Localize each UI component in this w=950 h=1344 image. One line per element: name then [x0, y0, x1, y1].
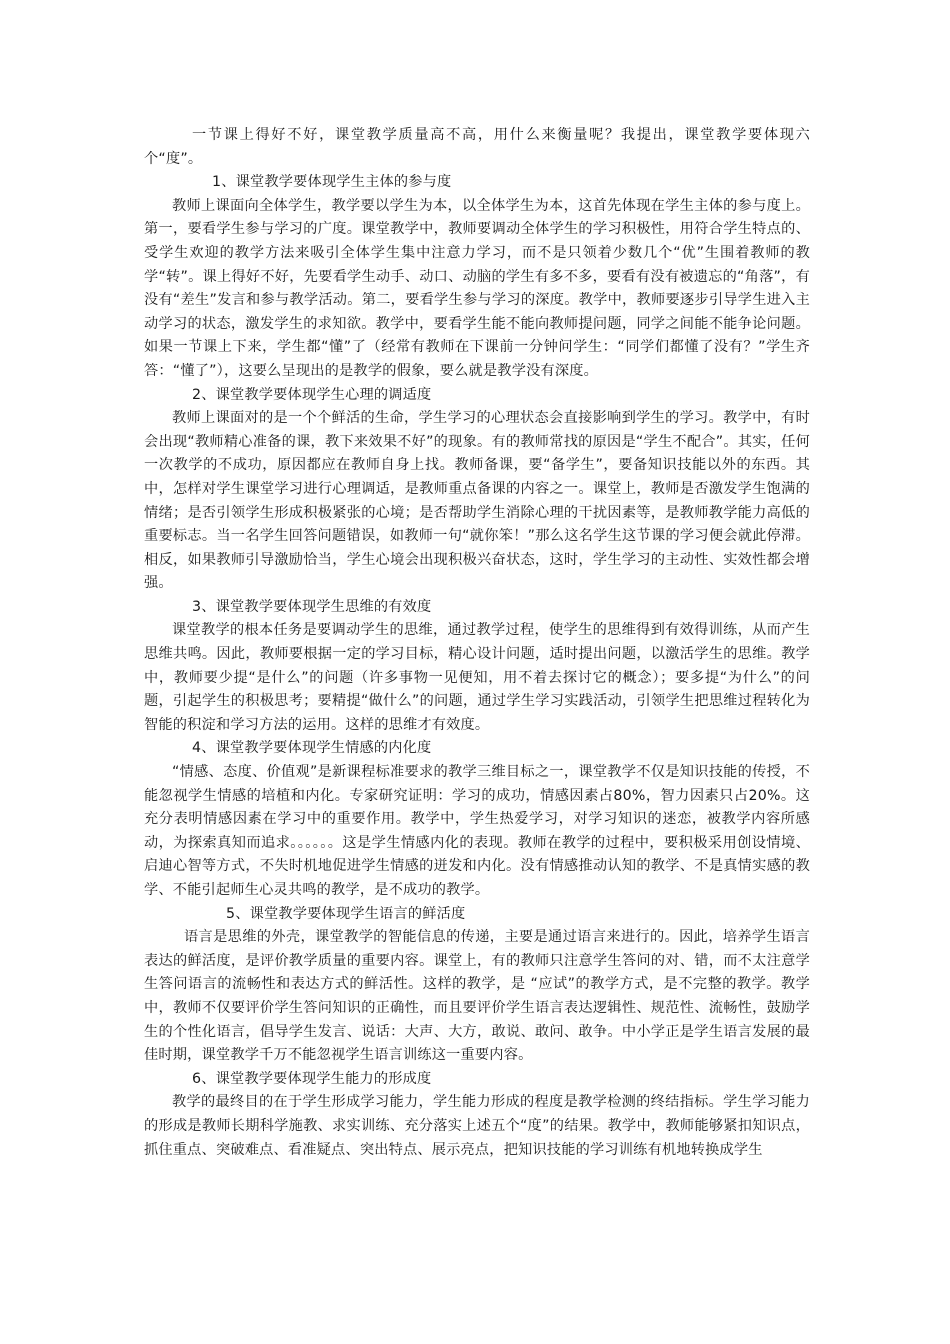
section-body-1: 教师上课面向全体学生，教学要以学生为本，以全体学生为本，这首先体现在学生主体的参与度上。第一，要看学生参与学习的广度。课堂教学中，教师要调动全体学生的学习积极性，用符合学生特点的、受学生欢迎的教学方法来吸引全体学生集中注意力学习，而不是只领着少数几个“优”生围着教师的教学“转”。课上得好不好，先要看学生动手、动口、动脑的学生有多不多，要看有没有被遗忘的“角落”，有没有“差生”发言和参与教学活动。第二，要看学生参与学习的深度。教学中，教师要逐步引导学生进入主动学习的状态，激发学生的求知欲。教学中，要看学生能不能向教师提问题，同学之间能不能争论问题。如果一节课上下来，学生都“懂”了（经常有教师在下课前一分钟问学生：“同学们都懂了没有？”学生齐答：“懂了”），这要么呈现出的是教学的假象，要么就是教学没有深度。	[144, 197, 810, 379]
section-heading-3: 3、课堂教学要体现学生思维的有效度	[192, 598, 432, 615]
section-body-5: 语言是思维的外壳，课堂教学的智能信息的传递，主要是通过语言来进行的。因此，培养学生语言表达的鲜活度，是评价教学质量的重要内容。课堂上，有的教师只注意学生答问的对、错，而不太注意学生答问语言的流畅性和表达方式的鲜活性。这样的教学，是 “应试”的教学方式，是不完整的教学。教学中，教师不仅要评价学生答问知识的正确性，而且要评价学生语言表达逻辑性、规范性、流畅性，鼓励学生的个性化语言，倡导学生发言、说话：大声、大方，敢说、敢问、敢争。中小学正是学生语言发展的最佳时期，课堂教学千万不能忽视学生语言训练这一重要内容。	[144, 929, 810, 1064]
section-heading-1: 1、课堂教学要体现学生主体的参与度	[212, 174, 452, 191]
section-body-3: 课堂教学的根本任务是要调动学生的思维，通过教学过程，使学生的思维得到有效得训练，从而产生思维共鸣。因此，教师要根据一定的学习目标，精心设计问题，适时提出问题，以激活学生的思维。教学中，教师要少提“是什么”的问题（许多事物一见便知，用不着去探讨它的概念）；要多提“为什么”的问题，引起学生的积极思考；要精提“做什么”的问题，通过学生学习实践活动，引领学生把思维过程转化为智能的积淀和学习方法的运用。这样的思维才有效度。	[144, 622, 810, 733]
intro-paragraph: 一节课上得好不好，课堂教学质量高不高，用什么来衡量呢？我提出，课堂教学要体现六个“度”。	[144, 127, 810, 167]
document-body	[144, 124, 810, 1162]
section-heading-6: 6、课堂教学要体现学生能力的形成度	[192, 1070, 432, 1087]
section-body-2: 教师上课面对的是一个个鲜活的生命，学生学习的心理状态会直接影响到学生的学习。教学中，有时会出现“教师精心准备的课，教下来效果不好”的现象。有的教师常找的原因是“学生不配合”。其实，任何一次教学的不成功，原因都应在教师自身上找。教师备课，要“备学生”，要备知识技能以外的东西。其中，怎样对学生课堂学习进行心理调适，是教师重点备课的内容之一。课堂上，教师是否激发学生饱满的情绪；是否引领学生形成积极紧张的心境；是否帮助学生消除心理的干扰因素等，是教师教学能力高低的重要标志。当一名学生回答问题错误，如教师一句“就你笨！”那么这名学生这节课的学习便会就此停滞。相反，如果教师引导激励恰当，学生心境会出现积极兴奋状态，这时，学生学习的主动性、实效性都会增强。	[144, 410, 810, 592]
section-body-6: 教学的最终目的在于学生形成学习能力，学生能力形成的程度是教学检测的终结指标。学生学习能力的形成是教师长期科学施教、求实训练、充分落实上述五个“度”的结果。教学中，教师能够紧扣知识点，抓住重点、突破难点、看准疑点、突出特点、展示亮点，把知识技能的学习训练有机地转换成学生	[144, 1094, 810, 1158]
section-body-4: “情感、态度、价值观”是新课程标准要求的教学三维目标之一，课堂教学不仅是知识技能的传授，不能忽视学生情感的培植和内化。专家研究证明：学习的成功，情感因素占80%，智力因素只占20%。这充分表明情感因素在学习中的重要作用。教学中，学生热爱学习，对学习知识的迷恋，被教学内容所感动，为探索真知而追求。。。。。。这是学生情感内化的表现。教师在教学的过程中，要积极采用创设情境、启迪心智等方式，不失时机地促进学生情感的迸发和内化。没有情感推动认知的教学、不是真情实感的教学、不能引起师生心灵共鸣的教学，是不成功的教学。	[144, 764, 810, 898]
section-heading-5: 5、课堂教学要体现学生语言的鲜活度	[226, 905, 466, 922]
section-heading-4: 4、课堂教学要体现学生情感的内化度	[192, 740, 432, 757]
section-heading-2: 2、课堂教学要体现学生心理的调适度	[192, 386, 432, 403]
